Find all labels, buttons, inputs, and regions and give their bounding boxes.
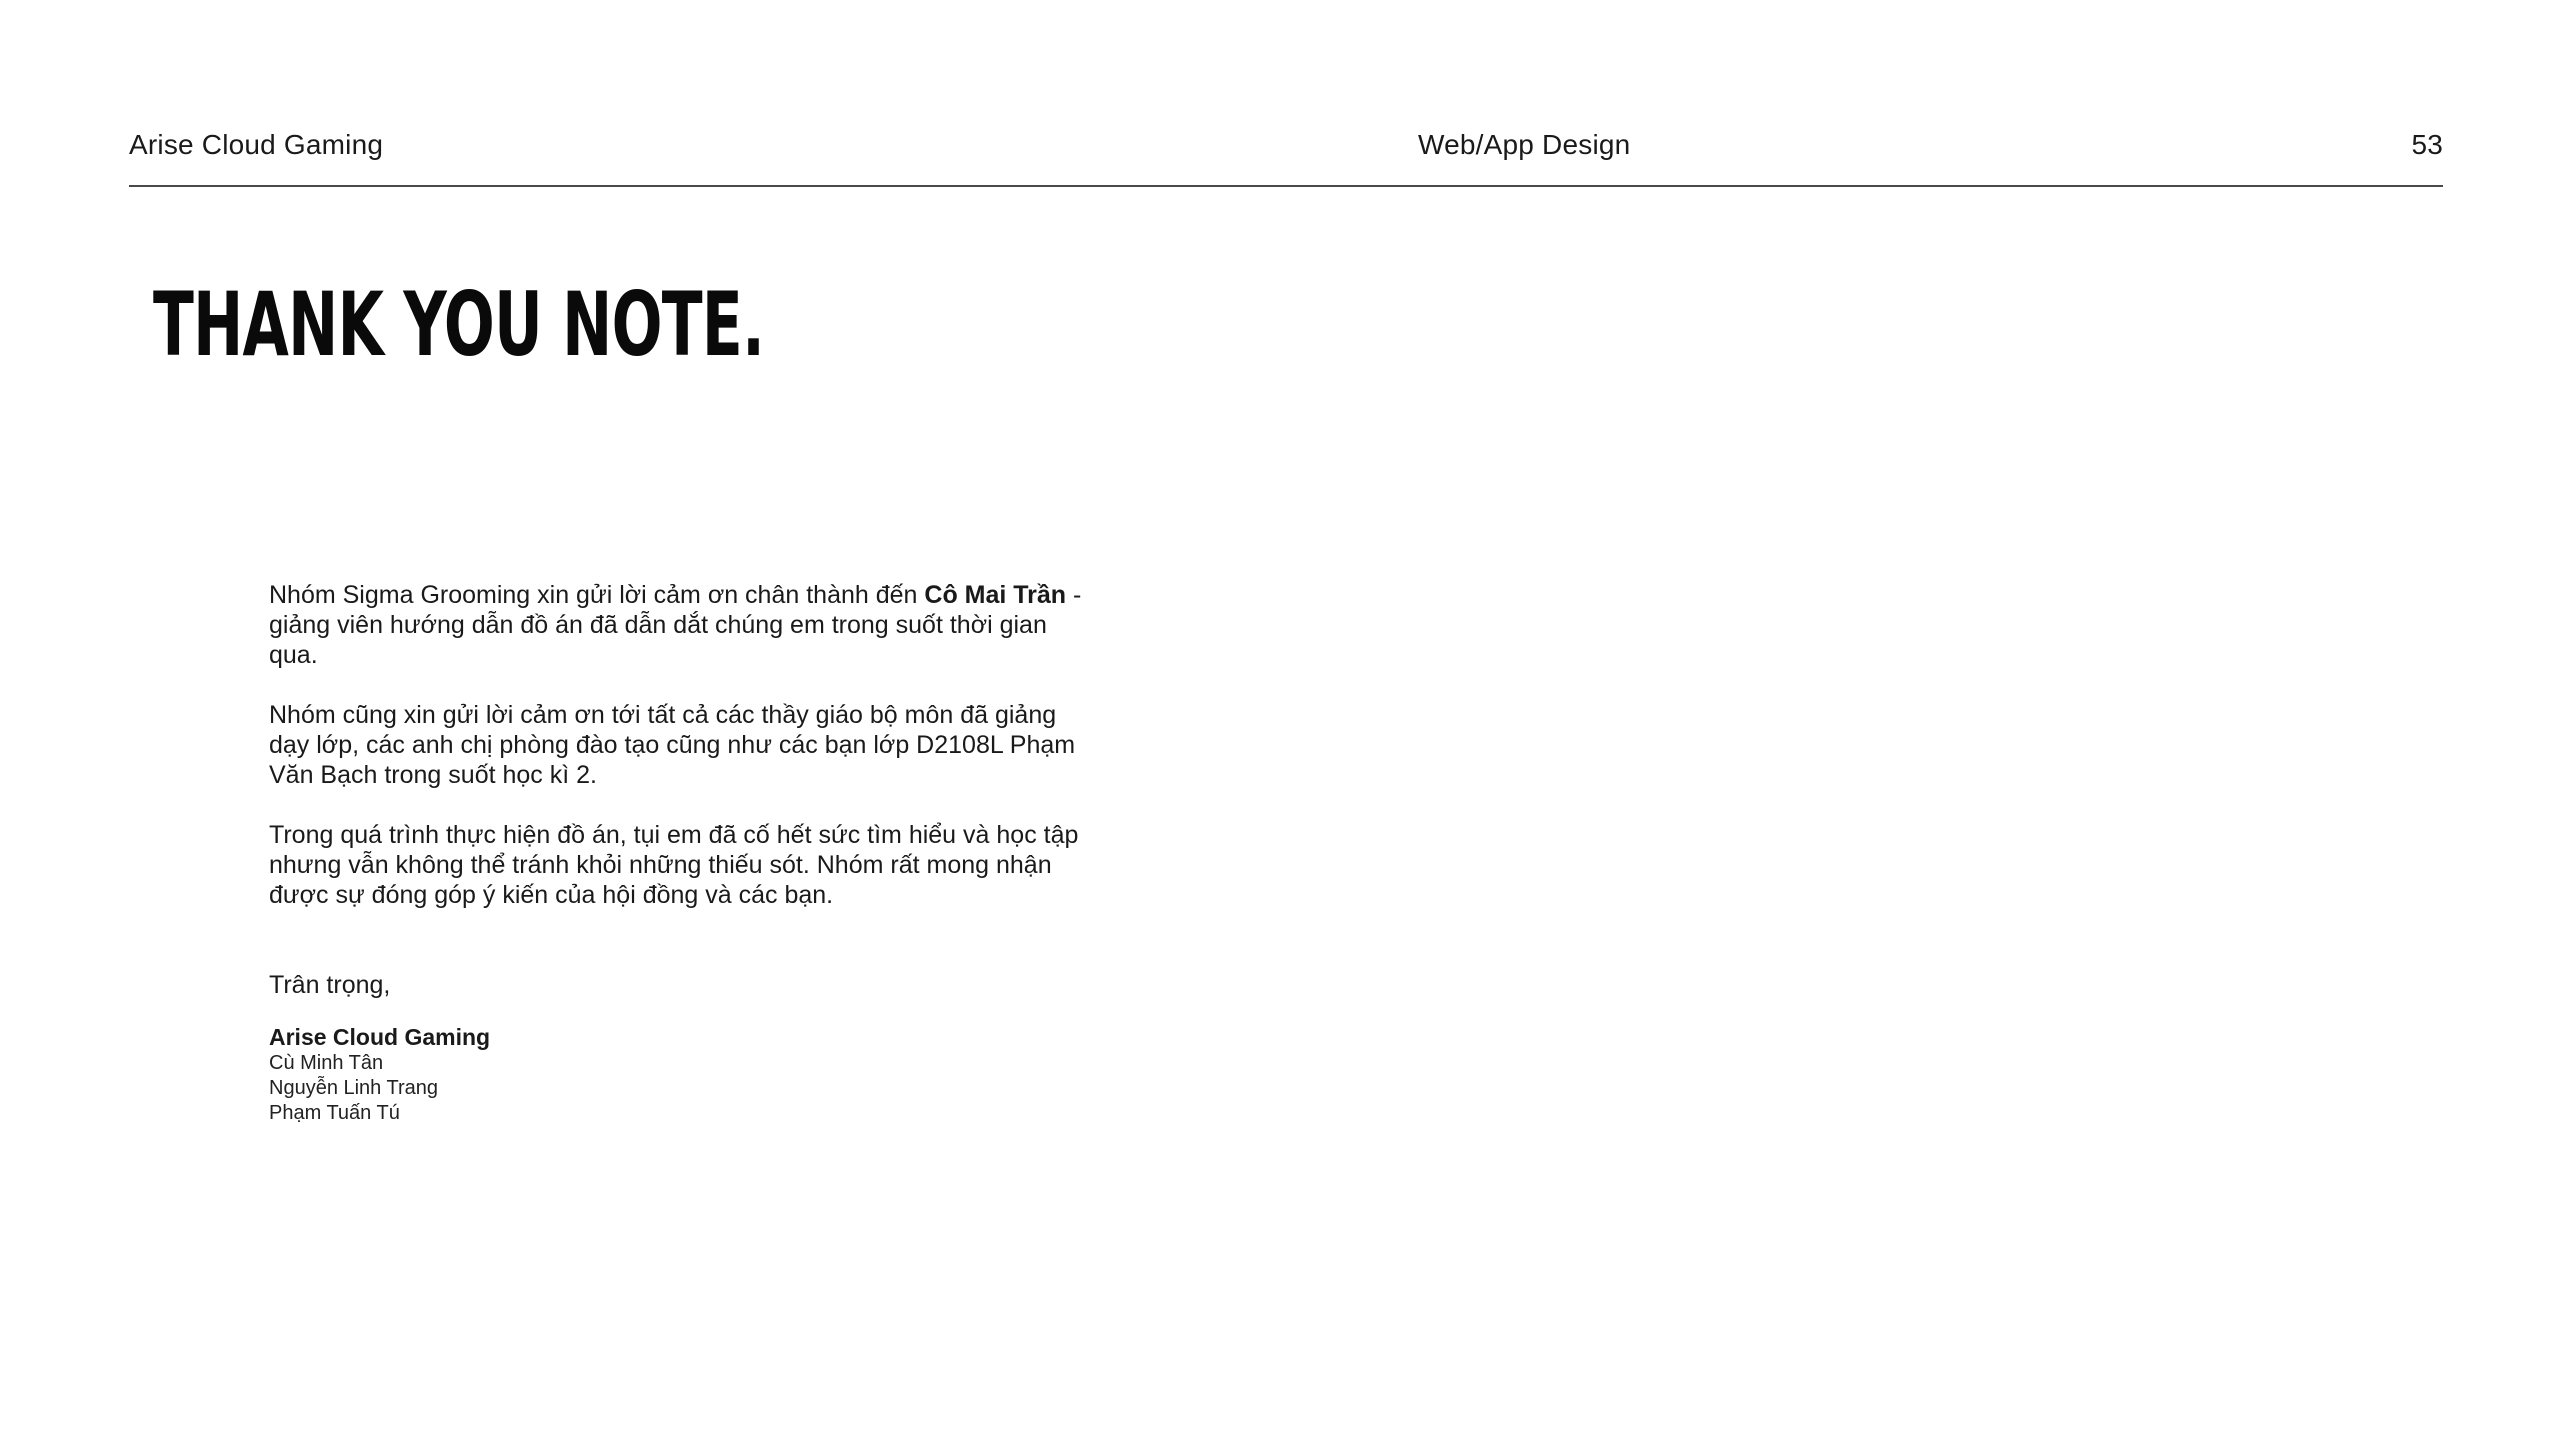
page-number: 53 — [2411, 129, 2443, 160]
teacher-name: Cô Mai Trần — [924, 581, 1067, 609]
letter-p1-start: Nhóm Sigma Grooming xin gửi lời cảm ơn chân thành đến — [269, 581, 925, 609]
thank-you-letter — [269, 580, 1089, 1126]
signature-member: Nguyễn Linh Trang — [269, 1077, 439, 1099]
letter-closing: Trân trọng, — [269, 971, 391, 999]
letter-paragraph-1 — [269, 580, 1089, 670]
signature-member: Phạm Tuấn Tú — [269, 1102, 400, 1124]
signature-team: Arise Cloud Gaming — [269, 1024, 491, 1050]
header-brand: Arise Cloud Gaming — [129, 129, 384, 160]
header-divider — [129, 185, 2443, 187]
signature-member: Cù Minh Tân — [269, 1052, 384, 1074]
page-title: THANK YOU NOTE. — [153, 273, 765, 376]
header-subject: Web/App Design — [1418, 129, 1631, 160]
letter-paragraph-3: Trong quá trình thực hiện đồ án, tụi em đã cố hết sức tìm hiểu và học tập nhưng vẫn không thể tránh khỏi những thiếu sót. Nhóm rất mong nhận được sự đóng góp ý kiến của hội đồng và các bạn. — [269, 821, 1079, 909]
letter-p1-end: - giảng viên hướng dẫn đồ án đã dẫn dắt chúng em trong suốt thời gian qua. — [269, 581, 1082, 669]
letter-paragraph-2: Nhóm cũng xin gửi lời cảm ơn tới tất cả các thầy giáo bộ môn đã giảng dạy lớp, các anh chị phòng đào tạo cũng như các bạn lớp D2108L Phạm Văn Bạch trong suốt học kì 2. — [269, 701, 1076, 789]
